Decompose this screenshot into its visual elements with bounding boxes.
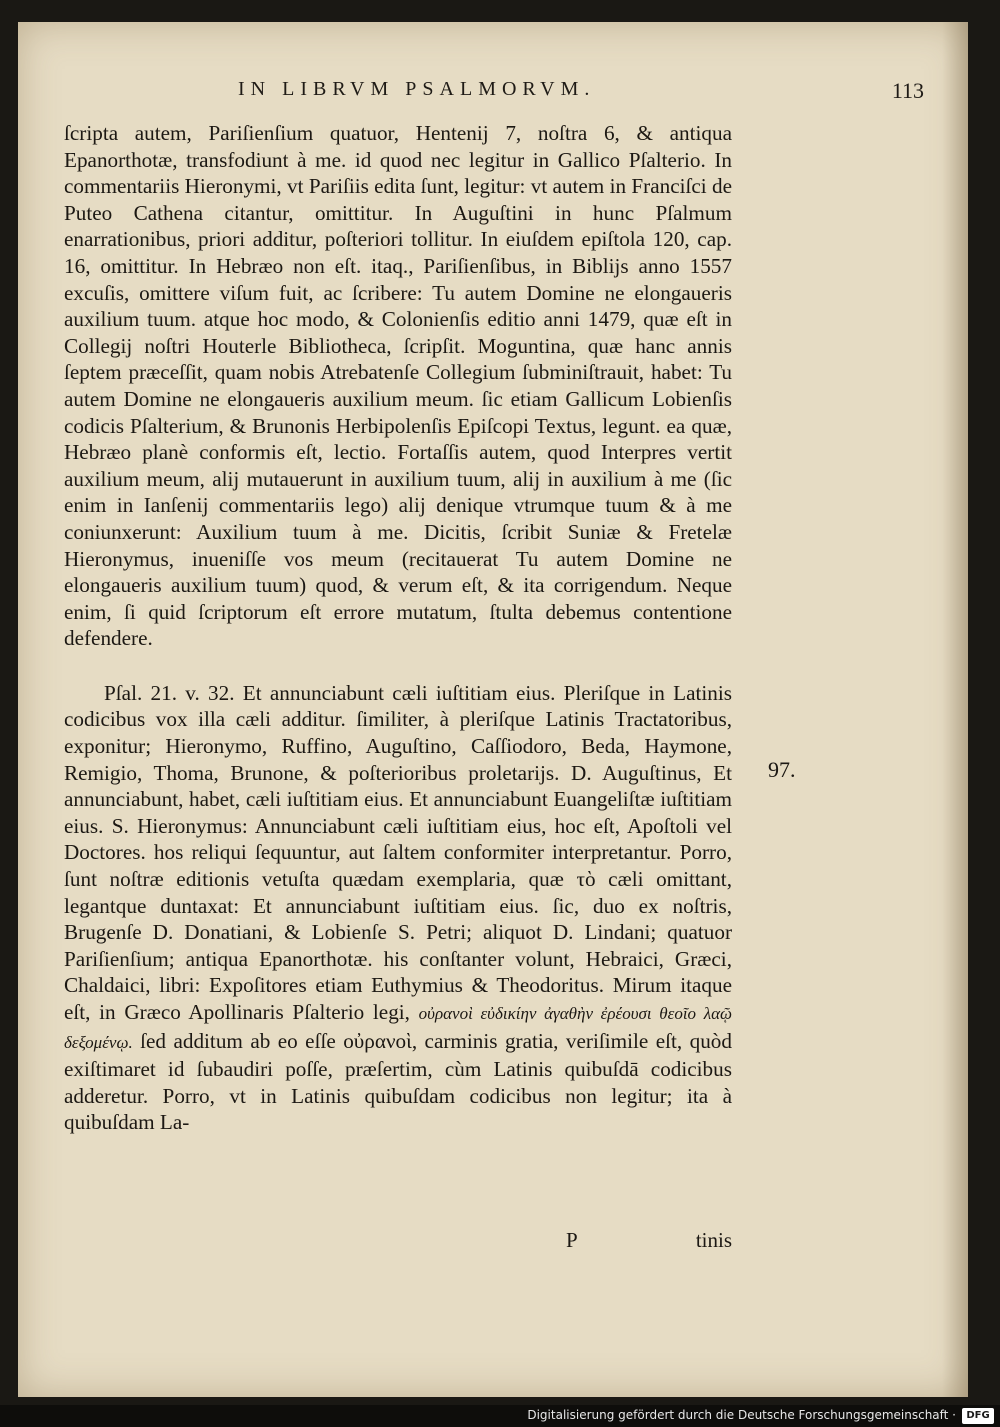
funding-credit: Digitalisierung gefördert durch die Deutsche Forschungsgemeinschaft · <box>527 1408 956 1422</box>
page-header <box>58 74 928 114</box>
body-text <box>64 120 732 1136</box>
book-page <box>18 22 968 1397</box>
dfg-logo: DFG <box>962 1408 994 1424</box>
footer-bar <box>0 1405 1000 1427</box>
paragraph-text-part: Pſal. 21. v. 32. Et annunciabunt cæli iuſtitiam eius. Pleriſque in Latinis codicibus vox illa cæli additur. ſimiliter, à pleriſque Latinis Tractatoribus, exponitur; Hieronymo, Ruffino, Auguſtino, Caſſiodoro, Beda, Haymone, Remigio, Thoma, Brunone, & poſterioribus proletarijs. D. Auguſtinus, Et annunciabunt, habet, cæli iuſtitiam eius. Et annunciabunt Euangeliſtæ iuſtitiam eius. S. Hieronymus: Annunciabunt cæli iuſtitiam eius, hoc eſt, Apoſtoli vel Doctores. hos reliqui ſequuntur, aut ſaltem conformiter interpretantur. Porro, ſunt noſtræ editionis vetuſta quædam exemplaria, quæ τὸ cæli omittant, legantque duntaxat: Et annunciabunt iuſtitiam eius. ſic, duo ex noſtris, Brugenſe D. Donatiani, & Lobienſe S. Petri; aliquot D. Lindani; quatuor Pariſienſium; antiqua Epanorthotæ. his conſtanter volunt, Hebraici, Græci, Chaldaici, libri: Expoſitores etiam Euthymius & Theodoritus. Mirum itaque eſt, in Græco Apollinaris Pſalterio legi, <box>64 680 732 1024</box>
running-head: IN LIBRVM PSALMORVM. <box>238 78 596 100</box>
margin-note: 97. <box>768 757 796 782</box>
catchword: tinis <box>695 1228 732 1252</box>
signature-mark: P <box>566 1228 578 1252</box>
paragraph-text <box>64 680 732 1136</box>
paragraph-text-part: ſed additum ab eo eſſe οὐρανοὶ, carminis gratia, veriſimile eſt, quòd exiſtimaret id ſubaudiri poſſe, præſertim, cùm Latinis quibuſdā codicibus adderetur. Porro, vt in Latinis quibuſdam codicibus non legitur; ita à quibuſdam La- <box>64 1028 732 1135</box>
paragraph <box>64 120 732 652</box>
paragraph <box>64 680 732 1136</box>
catchword-line <box>64 1228 732 1256</box>
greek-quotation: οὐρανοὶ εὐδικίην ἀγαθὴν ἐρέουσι θεοῖο λαῷ δεξομένῳ. <box>64 1004 732 1052</box>
page-number: 113 <box>891 78 924 103</box>
paragraph-text: ſcripta autem, Pariſienſium quatuor, Hentenij 7, noſtra 6, & antiqua Epanorthotæ, transfodiunt à me. id quod nec legitur in Gallico Pſalterio. In commentariis Hieronymi, vt Pariſiis edita ſunt, legitur: vt autem in Franciſci de Puteo Cathena citantur, omittitur. In Auguſtini in hunc Pſalmum enarrationibus, priori additur, poſteriori tollitur. In eiuſdem epiſtola 120, cap. 16, omittitur. In Hebræo non eſt. itaq., Pariſienſibus, in Biblijs anno 1557 excuſis, omittere viſum fuit, ac ſcribere: Tu autem Domine ne elongaueris auxilium tuum. atque hoc modo, & Colonienſis editio anni 1479, quæ eſt in Collegij noſtri Houterle Bibliotheca, ſcripſit. Moguntina, quæ hanc annis ſeptem præceſſit, quam nobis Atrebatenſe Collegium ſubminiſtrauit, habet: Tu autem Domine ne elongaueris auxilium meum. ſic etiam Gallicum Lobienſis codicis Pſalterium, & Brunonis Herbipolenſis Epiſcopi Textus, legunt. ea quæ, Hebræo planè conformis eſt, lectio. Fortaſſis autem, quod Interpres vertit auxilium meum, alij mutauerunt in auxilium tuum, alij in auxilium à me (ſic enim in Ianſenij commentariis lego) alij denique vtrumque tuum & à me coniunxerunt: Auxilium tuum à me. Dicitis, ſcribit Suniæ & Fretelæ Hieronymus, inueniſſe vos meum (recitauerat Tu autem Domine ne elongaueris auxilium tuum) quod, & verum eſt, & ita corrigendum. Neque enim, ſi quid ſcriptorum eſt errore mutatum, ſtulta debemus contentione defendere. <box>64 121 732 651</box>
